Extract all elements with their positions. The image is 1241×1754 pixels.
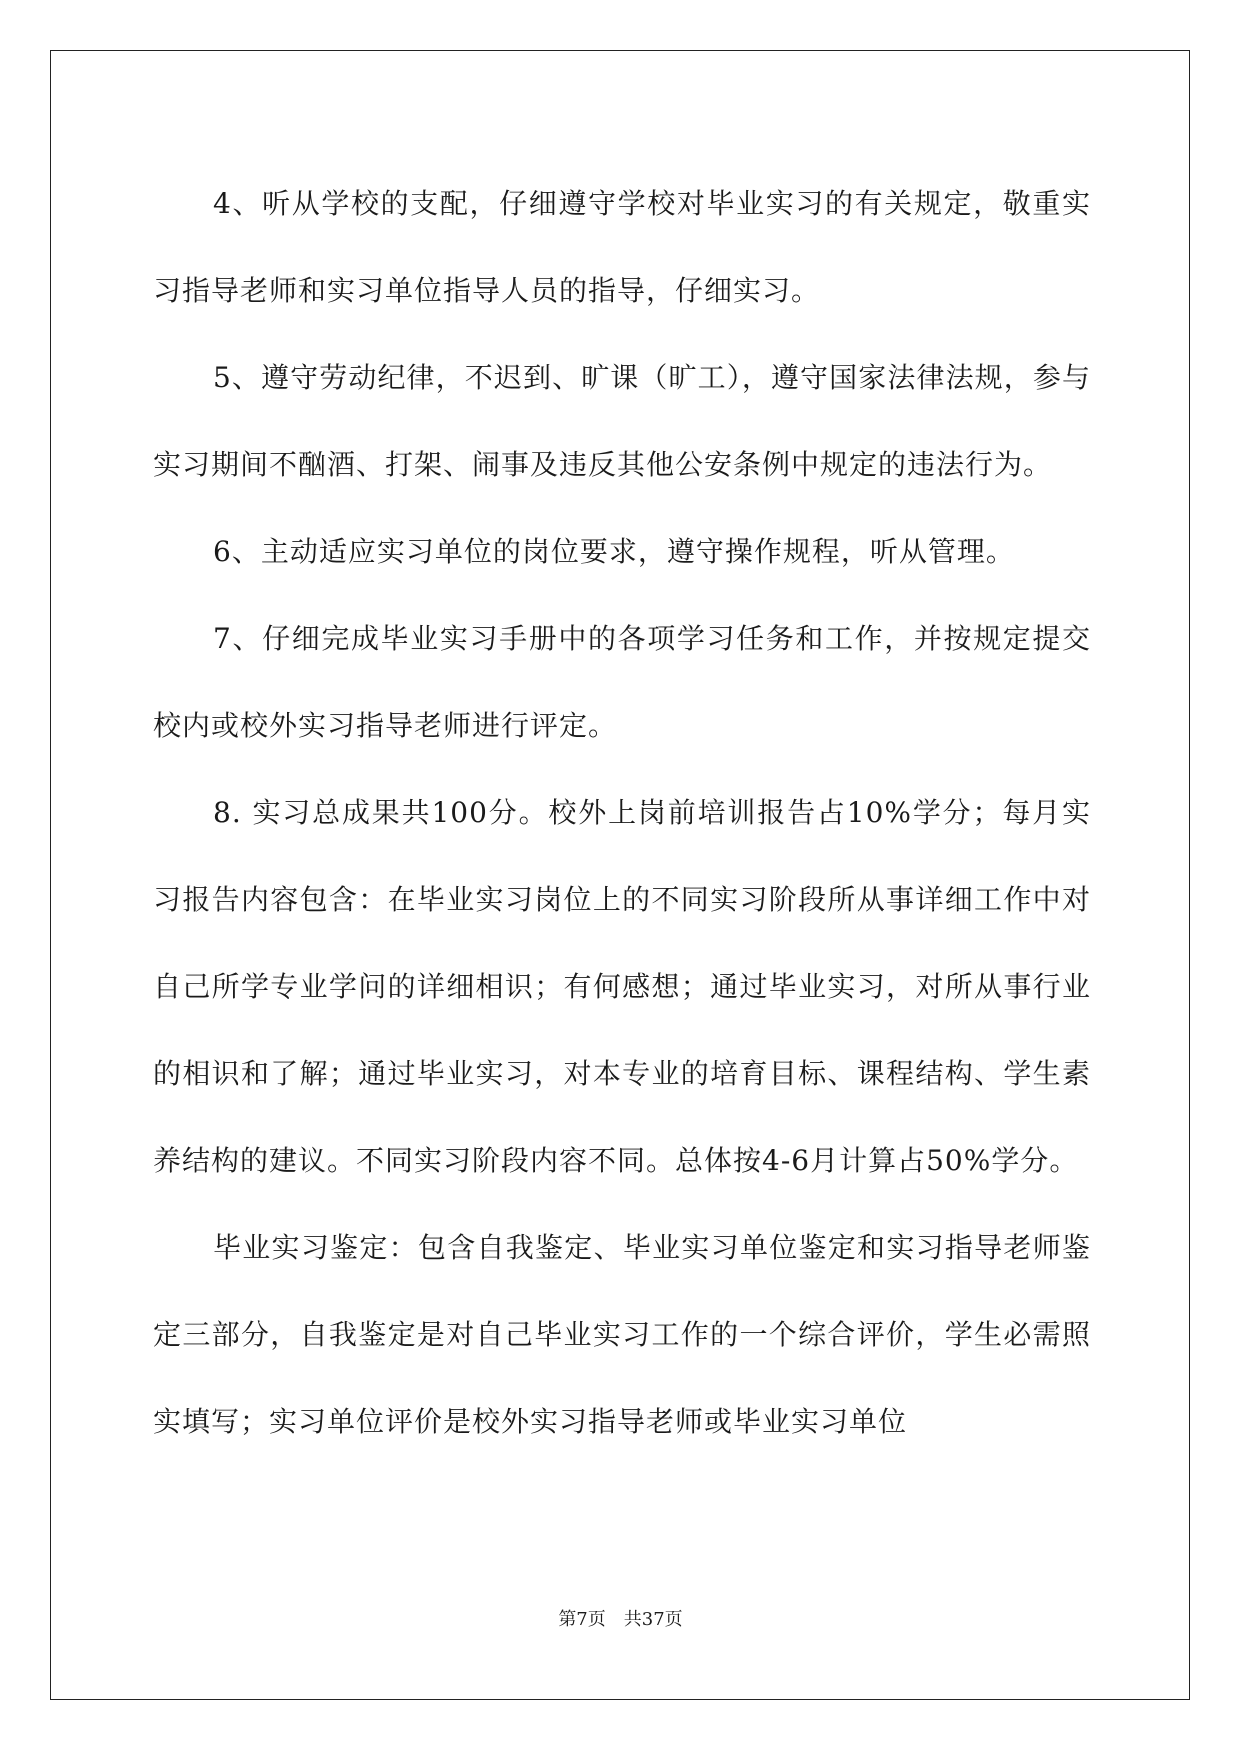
paragraph-7: 7、仔细完成毕业实习手册中的各项学习任务和工作，并按规定提交校内或校外实习指导老师进行评定。 — [153, 622, 1091, 742]
page-number: 第7页 共37页 — [558, 1609, 683, 1630]
paragraph-5: 5、遵守劳动纪律，不迟到、旷课（旷工），遵守国家法律法规，参与实习期间不酗酒、打架、闹事及违反其他公安条例中规定的违法行为。 — [153, 361, 1091, 481]
paragraph-4: 4、听从学校的支配，仔细遵守学校对毕业实习的有关规定，敬重实习指导老师和实习单位指导人员的指导，仔细实习。 — [153, 187, 1091, 307]
paragraph-6: 6、主动适应实习单位的岗位要求，遵守操作规程，听从管理。 — [213, 535, 1015, 568]
paragraph-8: 8. 实习总成果共100分。校外上岗前培训报告占10%学分；每月实习报告内容包含：在毕业实习岗位上的不同实习阶段所从事详细工作中对自己所学专业学问的详细相识；有何感想；通过毕业实习，对所从事行业的相识和了解；通过毕业实习，对本专业的培育目标、课程结构、学生素养结构的建议。不同实习阶段内容不同。总体按4-6月计算占50%学分。 — [153, 796, 1091, 1177]
paragraph-appraisal: 毕业实习鉴定：包含自我鉴定、毕业实习单位鉴定和实习指导老师鉴定三部分，自我鉴定是对自己毕业实习工作的一个综合评价，学生必需照实填写；实习单位评价是校外实习指导老师或毕业实习单位 — [153, 1231, 1091, 1438]
document-body — [153, 160, 1091, 1465]
